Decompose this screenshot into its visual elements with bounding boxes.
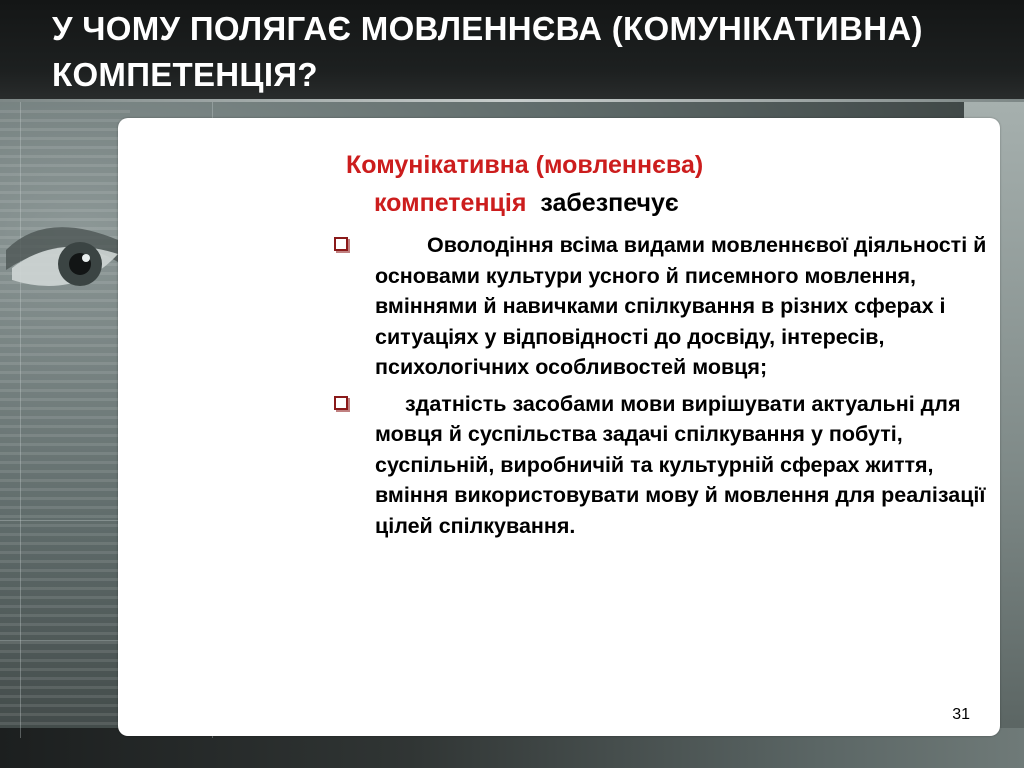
slide-title: У ЧОМУ ПОЛЯГАЄ МОВЛЕННЄВА (КОМУНІКАТИВНА) КОМПЕТЕНЦІЯ?	[52, 10, 923, 93]
bullet-item	[330, 230, 994, 383]
eye-image	[6, 210, 118, 306]
bullet-text: Оволодіння всіма видами мовленнєвої діяльності й основами культури усного й писемного мовлення, вміннями й навичками спілкування в різних сферах і ситуаціях у відповідності до досвіду, інтересів, психологічних особливостей мовця;	[375, 233, 987, 379]
bullet-text: здатність засобами мови вирішувати актуальні для мовця й суспільства задачі спілкування у побуті, суспільній, виробничій та культурній сферах життя, вміння використовувати мову й мовлення для реалізації цілей спілкування.	[375, 391, 986, 538]
title-bar	[0, 0, 1024, 102]
background-grid-line	[0, 520, 130, 521]
lead-red-text-line-1: Комунікативна (мовленнєва)	[346, 151, 704, 179]
square-bullet-icon	[334, 237, 348, 251]
background-grid-line	[0, 640, 130, 641]
lead-black-text: забезпечує	[540, 189, 679, 217]
background-grid-line	[20, 100, 21, 738]
page-number: 31	[952, 706, 970, 723]
bullet-item	[330, 389, 994, 542]
lead-sentence	[330, 146, 994, 222]
slide-content	[330, 146, 994, 547]
lead-red-text-line-2: компетенція	[374, 189, 527, 217]
square-bullet-icon	[334, 396, 348, 410]
